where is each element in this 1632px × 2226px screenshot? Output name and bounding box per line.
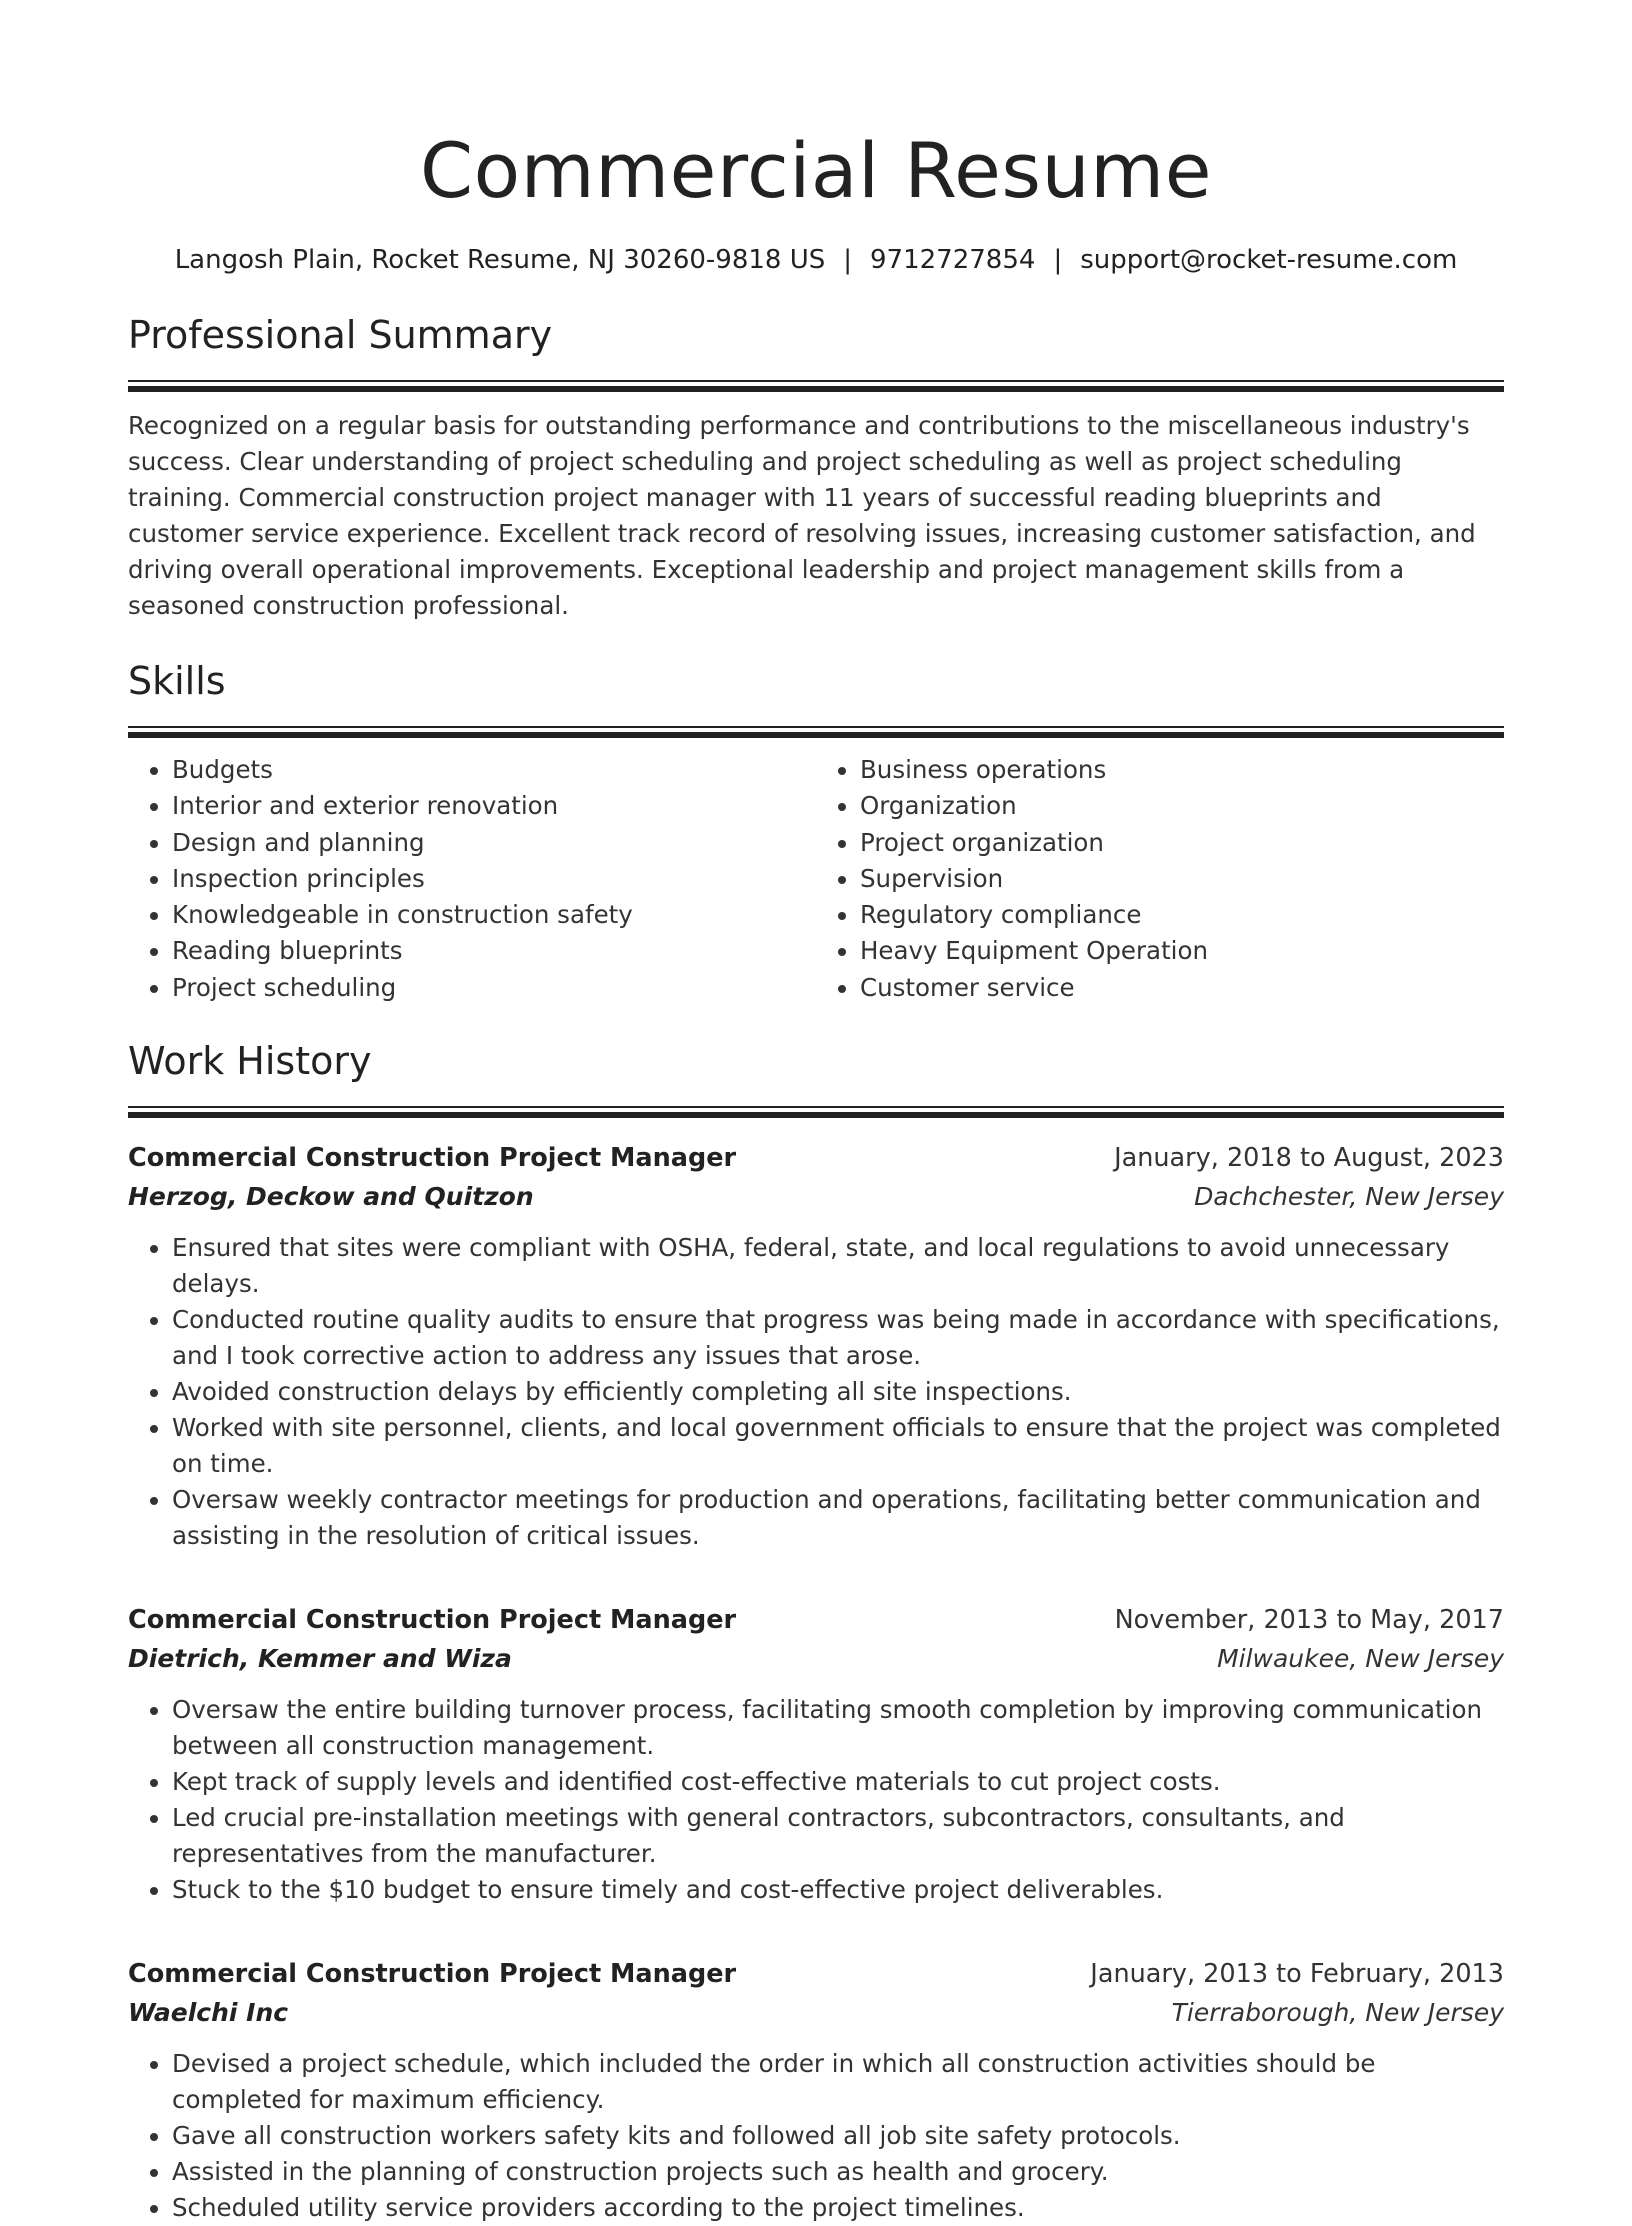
skill-item: • Business operations (860, 752, 1504, 788)
job-bullet: • Avoided construction delays by efficiently completing all site inspections. (172, 1374, 1504, 1410)
contact-email: support@rocket-resume.com (1080, 245, 1458, 275)
job-bullet: • Worked with site personnel, clients, and local government officials to ensure that the project was completed on time. (172, 1410, 1504, 1482)
summary-text: Recognized on a regular basis for outstanding performance and contributions to the miscellaneous industry's success. Clear understanding of project scheduling and project scheduling as well as project scheduling training. Commercial construction project manager with 11 years of successful reading blueprints and customer service experience. Excellent track record of resolving issues, increasing customer satisfaction, and driving overall operational improvements. Exceptional leadership and project management skills from a seasoned construction professional. (128, 411, 1476, 620)
job-title: Commercial Construction Project Manager (128, 1605, 737, 1636)
skill-item: • Project scheduling (172, 970, 816, 1006)
job-bullets (128, 2046, 1504, 2226)
job-entry (128, 1602, 1504, 1908)
job-bullet: • Kept track of supply levels and identified cost-effective materials to cut project costs. (172, 1764, 1504, 1800)
skill-item: • Customer service (860, 970, 1504, 1006)
job-bullet: • Oversaw weekly contractor meetings for production and operations, facilitating better communication and assisting in the resolution of critical issues. (172, 1482, 1504, 1554)
job-bullet: • Ensured that sites were compliant with OSHA, federal, state, and local regulations to avoid unnecessary delays. (172, 1230, 1504, 1302)
skill-item: • Budgets (172, 752, 816, 788)
job-entry (128, 1140, 1504, 1554)
contact-address: Langosh Plain, Rocket Resume, NJ 30260-9818 US (174, 245, 826, 275)
job-header-row (128, 1140, 1504, 1176)
job-header-row (128, 1956, 1504, 1992)
job-company: Herzog, Deckow and Quitzon (128, 1182, 534, 1212)
job-header-row (128, 1602, 1504, 1638)
skill-item: • Regulatory compliance (860, 897, 1504, 933)
job-company: Dietrich, Kemmer and Wiza (128, 1644, 512, 1674)
skills-grid (128, 752, 1504, 1006)
section-title-skills: Skills (128, 659, 226, 703)
job-bullet: • Devised a project schedule, which included the order in which all construction activities should be completed for maximum efficiency. (172, 2046, 1504, 2118)
contact-separator: | (843, 245, 853, 275)
skill-item: • Design and planning (172, 825, 816, 861)
job-dates: January, 2018 to August, 2023 (1114, 1143, 1504, 1174)
skill-item: • Organization (860, 788, 1504, 824)
job-bullet: • Stuck to the $10 budget to ensure timely and cost-effective project deliverables. (172, 1872, 1504, 1908)
skill-item: • Project organization (860, 825, 1504, 861)
job-company-row (128, 1992, 1504, 2034)
job-bullets (128, 1692, 1504, 1908)
job-title: Commercial Construction Project Manager (128, 1959, 737, 1990)
job-bullet: • Led crucial pre-installation meetings with general contractors, subcontractors, consultants, and representatives from the manufacturer. (172, 1800, 1504, 1872)
skill-item: • Heavy Equipment Operation (860, 933, 1504, 969)
job-title: Commercial Construction Project Manager (128, 1143, 737, 1174)
section-title-work-history: Work History (128, 1039, 372, 1084)
skill-item: • Supervision (860, 861, 1504, 897)
contact-line (128, 242, 1504, 278)
skills-column-right (816, 752, 1504, 1006)
section-divider (128, 1106, 1504, 1118)
job-location: Tierraborough, New Jersey (1171, 1998, 1504, 2028)
job-company-row (128, 1638, 1504, 1680)
section-divider (128, 726, 1504, 738)
job-location: Milwaukee, New Jersey (1217, 1644, 1504, 1674)
job-dates: January, 2013 to February, 2013 (1090, 1959, 1504, 1990)
skill-item: • Reading blueprints (172, 933, 816, 969)
job-dates: November, 2013 to May, 2017 (1114, 1605, 1504, 1636)
skills-section (128, 656, 1504, 1006)
job-bullet: • Gave all construction workers safety kits and followed all job site safety protocols. (172, 2118, 1504, 2154)
job-location: Dachchester, New Jersey (1194, 1182, 1504, 1212)
contact-separator: | (1053, 245, 1063, 275)
job-bullet: • Conducted routine quality audits to ensure that progress was being made in accordance with specifications, and I took corrective action to address any issues that arose. (172, 1302, 1504, 1374)
job-bullet: • Oversaw the entire building turnover process, facilitating smooth completion by improving communication between all construction management. (172, 1692, 1504, 1764)
section-divider (128, 380, 1504, 392)
job-bullet: • Assisted in the planning of construction projects such as health and grocery. (172, 2154, 1504, 2190)
skills-column-left (128, 752, 816, 1006)
skill-item: • Interior and exterior renovation (172, 788, 816, 824)
skill-item: • Knowledgeable in construction safety (172, 897, 816, 933)
job-bullet: • Scheduled utility service providers according to the project timelines. (172, 2190, 1504, 2226)
resume-title: Commercial Resume (420, 126, 1212, 215)
section-title-summary: Professional Summary (128, 313, 553, 357)
skill-item: • Inspection principles (172, 861, 816, 897)
job-bullets (128, 1230, 1504, 1554)
work-history-section (128, 1036, 1504, 2226)
job-entry (128, 1956, 1504, 2226)
job-company: Waelchi Inc (128, 1998, 289, 2028)
job-company-row (128, 1176, 1504, 1218)
professional-summary-section (128, 310, 1504, 624)
contact-phone: 9712727854 (870, 245, 1036, 275)
